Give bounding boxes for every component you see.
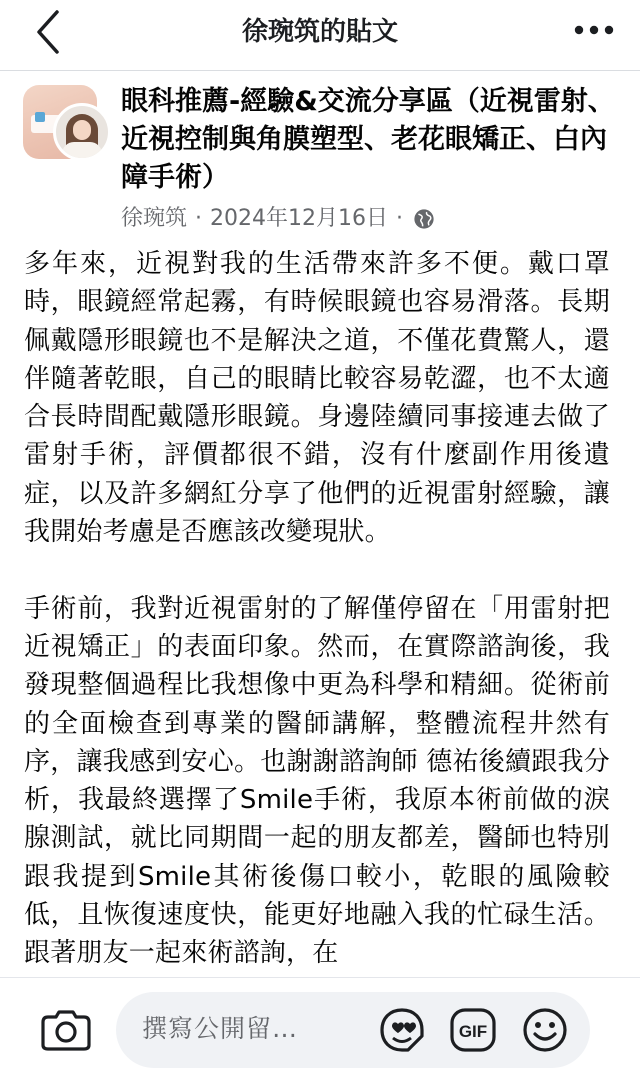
comment-placeholder[interactable]: 撰寫公開留…: [142, 1014, 299, 1043]
post-paragraph: 手術前，我對近視雷射的了解僅停留在「用雷射把近視矯正」的表面印象。然而，在實際諮詢後，我發現整個過程比我想像中更為科學和精細。從術前的全面檢查到專業的醫師講解，整體流程井然有序，讓我感到安心。也謝謝諮詢師 德祐後續跟我分析，我最終選擇了Smile手術，我原本術前做的淚腺測試，就比同期間一起的朋友都差，醫師也特別跟我提到Smile其術後傷口較小，乾眼的風險較低，且恢復速度快，能更好地融入我的忙碌生活。跟著朋友一起來術諮詢，在: [24, 593, 610, 969]
more-dots-icon: [574, 24, 614, 36]
top-bar: [0, 0, 640, 71]
post-date[interactable]: 2024年12月16日: [210, 206, 388, 231]
gif-label: GIF: [458, 1022, 488, 1041]
more-options-button[interactable]: [570, 10, 618, 50]
page-title: 徐琬筑的貼文: [241, 17, 398, 47]
gif-button[interactable]: [449, 1007, 497, 1053]
post-paragraph: 多年來，近視對我的生活帶來許多不便。戴口罩時，眼鏡經常起霧，有時候眼鏡也容易滑落。長期佩戴隱形眼鏡也不是解決之道，不僅花費驚人，還伴隨著乾眼，自己的眼睛比較容易乾澀，也不太適合長時間配戴隱形眼鏡。身邊陸續同事接連去做了雷射手術，評價都很不錯，沒有什麼副作用後遺症，以及許多網紅分享了他們的近視雷射經驗，讓我開始考慮是否應該改變現狀。: [24, 249, 610, 548]
author-name[interactable]: 徐琬筑: [121, 206, 188, 231]
globe-icon: [413, 208, 435, 230]
meta-separator: ·: [195, 206, 203, 231]
avatar-decor: [35, 112, 45, 122]
back-button[interactable]: [24, 6, 72, 58]
comment-composer: [0, 977, 640, 1081]
camera-icon[interactable]: [40, 1008, 92, 1052]
group-name-link[interactable]: 眼科推薦-經驗&交流分享區（近視雷射、近視控制與角膜塑型、老花眼矯正、白內障手術）: [121, 86, 615, 193]
meta-separator: ·: [396, 206, 403, 231]
sticker-icon[interactable]: [378, 1006, 426, 1054]
chevron-left-icon: [33, 8, 63, 56]
post-body: [24, 245, 610, 1011]
author-avatar[interactable]: [53, 103, 111, 161]
post-meta: [121, 204, 435, 234]
emoji-icon[interactable]: [521, 1006, 569, 1054]
